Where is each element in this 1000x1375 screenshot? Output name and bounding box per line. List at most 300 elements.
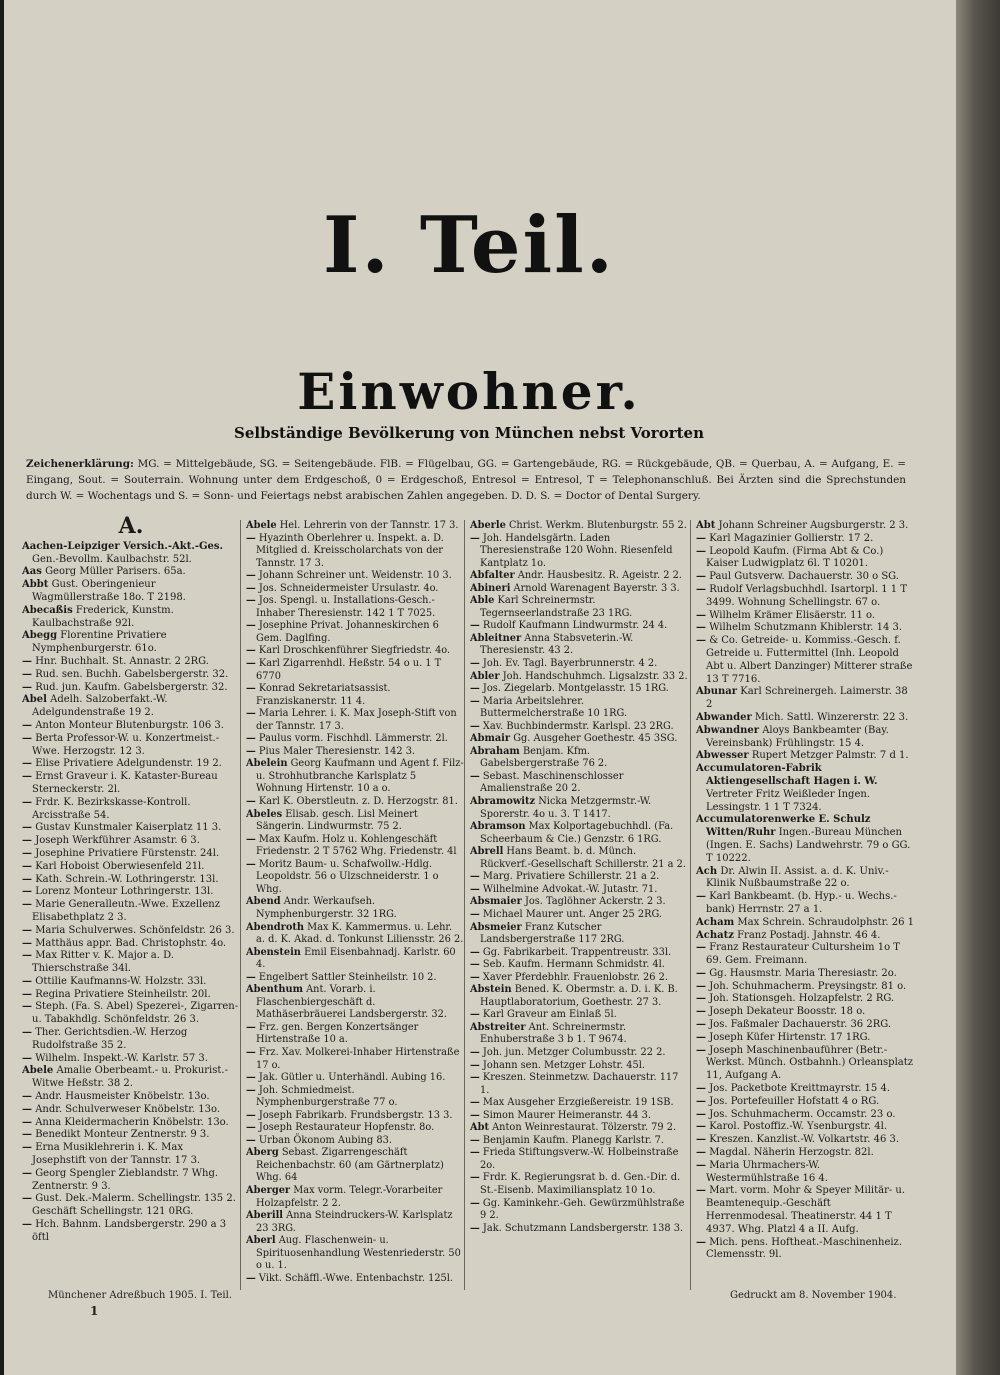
entry-surname: Abel (22, 694, 47, 706)
entry-details: Frdr. K. Regierungsrat b. d. Gen.-Dir. d. St.-Eisenb. Maximiliansplatz 10 1o. (480, 1172, 681, 1196)
entry-surname: — (470, 770, 480, 782)
entry-surname: — (696, 1019, 706, 1031)
directory-entry (22, 989, 240, 1002)
entry-surname: — (22, 758, 32, 770)
directory-entry (22, 656, 240, 669)
directory-entry (696, 571, 914, 584)
entry-surname: — (22, 655, 32, 667)
entry-surname: — (696, 583, 706, 595)
entry-surname: Aberg (246, 1147, 279, 1159)
entry-surname: — (470, 532, 480, 544)
entry-surname: — (246, 971, 256, 983)
column-divider (240, 520, 241, 1290)
entry-details: Rudolf Kaufmann Lindwurmstr. 24 4. (482, 620, 668, 632)
entry-details: Xaver Pferdebhlr. Frauenlobstr. 26 2. (482, 971, 668, 983)
entry-details: Frz. Xav. Molkerei-Inhaber Hirtenstraße 17 o. (256, 1046, 460, 1071)
entry-surname: Abenthum (246, 984, 303, 996)
entry-surname: — (470, 908, 480, 920)
directory-entry (696, 1019, 914, 1032)
entry-surname: Abstreiter (470, 1021, 526, 1033)
entry-surname: Abendroth (246, 921, 305, 933)
directory-entry (22, 886, 240, 899)
directory-entry (22, 1053, 240, 1066)
entry-details: Hyazinth Oberlehrer u. Inspekt. a. D. Mitglied d. Kreisscholarchats von der Tannstr. 17 3. (256, 532, 444, 569)
entry-surname: — (246, 1084, 256, 1096)
entry-surname: — (470, 683, 480, 695)
directory-entry (696, 1121, 914, 1134)
entry-surname: Acham (696, 916, 735, 928)
directory-entry (22, 1129, 240, 1142)
directory-entry (696, 622, 914, 635)
directory-entry (470, 871, 688, 884)
entry-surname: — (22, 899, 32, 911)
entry-surname: Abwandner (696, 724, 760, 736)
entry-details: Joseph Restaurateur Hopfenstr. 8o. (258, 1122, 435, 1134)
entry-details: Georg Müller Parisers. 65a. (45, 566, 186, 578)
entry-details: Frdr. K. Bezirkskasse-Kontroll. Arcisstraße 54. (32, 796, 191, 821)
directory-entry (22, 899, 240, 925)
entry-details: Joseph Werkführer Asamstr. 6 3. (35, 835, 200, 847)
directory-entry (696, 993, 914, 1006)
part-title: I. Teil. (323, 200, 615, 291)
directory-entry (22, 835, 240, 848)
entry-details: Mart. vorm. Mohr & Speyer Militär- u. Beamtenequip.-Geschäft Herrenmodesal. Theatinerstr. 44 1 T 4937. Whg. Platzl 4 a II. Aufg. (706, 1185, 906, 1235)
directory-entry (246, 859, 464, 897)
directory-entry (470, 1009, 688, 1022)
directory-entry (246, 796, 464, 809)
directory-entry (246, 570, 464, 583)
entry-details: & Co. Getreide- u. Kommiss.-Gesch. f. Getreide u. Futtermittel (Inh. Leopold Abt u. Albert Danzinger) Mitterer straße 13 T 7716. (706, 635, 913, 685)
entry-details: Karol. Postoffiz.-W. Ysenburgstr. 4l. (709, 1121, 888, 1133)
directory-entry (22, 669, 240, 682)
entry-details: Aloys Bankbeamter (Bay. Vereinsbank) Frühlingstr. 15 4. (706, 724, 889, 749)
entry-surname: — (22, 1167, 32, 1179)
entry-surname: — (696, 1159, 706, 1171)
entry-details: Anna Stabsveterin.-W. Theresienstr. 43 2. (480, 632, 634, 657)
entry-surname: Aachen-Leipziger Versich.-Akt.-Ges. (22, 540, 223, 552)
directory-entry (470, 821, 688, 846)
entry-surname: — (22, 1027, 32, 1039)
entry-surname: — (696, 1108, 706, 1120)
entry-details: Karl Bankbeamt. (b. Hyp.- u. Wechs.-bank) Herrnstr. 27 a 1. (706, 891, 897, 915)
entry-details: Paulus vorm. Fischhdl. Lämmerstr. 2l. (258, 733, 448, 745)
directory-entry (246, 620, 464, 645)
directory-entry (246, 1210, 464, 1235)
entry-surname: Aas (22, 566, 42, 578)
entry-details: Benjamin Kaufm. Planegg Karlstr. 7. (482, 1134, 665, 1146)
directory-entry (22, 861, 240, 874)
entry-details: Magdal. Näherin Herzogstr. 82l. (709, 1147, 874, 1159)
directory-entry (470, 959, 688, 972)
entry-surname: — (246, 645, 256, 657)
directory-column-3 (470, 520, 688, 1235)
directory-entry (470, 746, 688, 771)
entry-details: Gen.-Bevollm. Kaulbachstr. 52l. (32, 553, 192, 565)
entry-surname: — (246, 796, 256, 808)
directory-entry (22, 694, 240, 720)
entry-details: Simon Maurer Heimeranstr. 44 3. (482, 1109, 651, 1121)
entry-surname: — (22, 1091, 32, 1103)
directory-entry (22, 1065, 240, 1091)
entry-details: Hel. Lehrerin von der Tannstr. 17 3. (279, 520, 459, 531)
entry-surname: — (22, 822, 32, 834)
directory-column-1 (22, 513, 240, 1245)
entry-surname: Abt (470, 1122, 489, 1134)
directory-entry (246, 1072, 464, 1085)
entry-surname: — (246, 1046, 256, 1058)
entry-details: Gust. Dek.-Malerm. Schellingstr. 135 2. Geschäft Schellingstr. 121 0RG. (32, 1193, 236, 1218)
directory-entry (246, 1147, 464, 1185)
entry-surname: — (696, 891, 706, 903)
entry-details: Rud. jun. Kaufm. Gabelsbergerstr. 32. (35, 681, 228, 693)
entry-surname: — (246, 595, 256, 607)
entry-surname: — (22, 1116, 32, 1128)
entry-surname: Abraham (470, 745, 520, 757)
entry-surname: — (470, 1147, 480, 1159)
directory-entry (22, 1001, 240, 1027)
entry-details: Mich. Sattl. Winzererstr. 22 3. (754, 711, 909, 723)
directory-entry (696, 1006, 914, 1019)
entry-details: Anna Steindruckers-W. Karlsplatz 23 3RG. (256, 1210, 453, 1234)
entry-details: Josephine Privat. Johanneskirchen 6 Gem. Daglfing. (256, 620, 439, 644)
column-divider (464, 520, 465, 1290)
directory-entry (22, 1168, 240, 1194)
directory-entry (246, 1022, 464, 1047)
entry-surname: — (246, 708, 256, 720)
entry-details: Josephine Privatiere Fürstenstr. 24l. (35, 847, 220, 859)
entry-surname: Abelein (246, 758, 288, 770)
entry-surname: Achatz (696, 929, 734, 941)
entry-details: Paul Gutsverw. Dachauerstr. 30 o SG. (709, 571, 899, 583)
entry-surname: Abramson (470, 821, 526, 833)
entry-surname: — (470, 1197, 480, 1209)
directory-entry (470, 520, 688, 533)
directory-entry (22, 874, 240, 887)
entry-details: Joh. Handelsgärtn. Laden Theresienstraße 120 Wohn. Riesenfeld Kantplatz 1o. (480, 532, 673, 569)
entry-surname: Abler (470, 670, 500, 682)
entry-details: Mich. pens. Hoftheat.-Maschinenheiz. Clemensstr. 9l. (706, 1236, 903, 1261)
directory-entry (246, 896, 464, 921)
entry-surname: — (246, 570, 256, 582)
entry-surname: — (470, 720, 480, 732)
directory-entry (22, 1104, 240, 1117)
entry-surname: — (22, 1103, 32, 1115)
directory-entry (246, 834, 464, 859)
entry-surname: — (22, 681, 32, 693)
directory-entry (696, 1160, 914, 1186)
directory-entry (246, 1273, 464, 1286)
directory-entry (470, 1122, 688, 1135)
directory-entry (470, 570, 688, 583)
directory-entry (696, 942, 914, 968)
directory-entry (246, 972, 464, 985)
directory-entry (696, 1083, 914, 1096)
entry-surname: — (696, 1121, 706, 1133)
entry-surname: — (470, 1097, 480, 1109)
entry-surname: Absmaier (470, 896, 522, 908)
entry-details: Wilhelmine Advokat.-W. Jutastr. 71. (482, 883, 658, 895)
entry-surname: Abele (246, 520, 277, 531)
entry-surname: — (696, 571, 706, 583)
directory-entry (470, 884, 688, 897)
entry-details: Xav. Buchbindermstr. Karlspl. 23 2RG. (482, 720, 674, 732)
entry-surname: — (696, 609, 706, 621)
directory-entry (696, 725, 914, 751)
directory-entry (696, 917, 914, 930)
entry-details: Joseph Maschinenbauführer (Betr.-Werkst. Münch. Ostbahnh.) Orleansplatz 11, Aufgang A. (706, 1044, 914, 1082)
entry-details: Johann Schreiner unt. Weidenstr. 10 3. (258, 570, 452, 582)
entry-details: Maria Lehrer. i. K. Max Joseph-Stift von der Tannstr. 17 3. (256, 708, 457, 732)
entry-surname: — (470, 1109, 480, 1121)
directory-entry (22, 822, 240, 835)
entry-surname: — (470, 658, 480, 670)
directory-entry (470, 1110, 688, 1123)
entry-surname: Aberl (246, 1235, 276, 1247)
column-divider (690, 520, 691, 1290)
directory-entry (696, 866, 914, 892)
directory-entry (246, 733, 464, 746)
entry-surname: — (696, 1083, 706, 1095)
entry-surname: — (246, 683, 256, 695)
directory-entry (696, 610, 914, 623)
entry-details: Matthäus appr. Bad. Christophstr. 4o. (35, 937, 227, 949)
directory-entry (246, 922, 464, 947)
entry-details: Johann sen. Metzger Lohstr. 45l. (482, 1059, 646, 1071)
entry-details: Anna Kleidermacherin Knöbelstr. 13o. (35, 1116, 229, 1128)
entry-surname: — (246, 733, 256, 745)
entry-details: Amalie Oberbeamt.- u. Prokurist.-Witwe Heßstr. 38 2. (32, 1065, 228, 1090)
directory-entry (470, 1022, 688, 1047)
entry-details: Anton Weinrestaurat. Tölzerstr. 79 2. (492, 1122, 677, 1134)
entry-surname: — (246, 745, 256, 757)
entry-details: Maria Schulverwes. Schönfeldstr. 26 3. (35, 924, 235, 936)
entry-surname: Abramowitz (470, 796, 536, 808)
entry-surname: Abwander (696, 711, 752, 723)
entry-surname: — (22, 668, 32, 680)
entry-surname: — (470, 959, 480, 971)
directory-entry (470, 583, 688, 596)
directory-entry (246, 1110, 464, 1123)
entry-surname: — (22, 860, 32, 872)
directory-entry (696, 1045, 914, 1083)
entry-details: Pius Maler Theresienstr. 142 3. (258, 745, 416, 757)
book-binding-edge (956, 0, 1000, 1375)
entry-details: Anton Monteur Blutenburgstr. 106 3. (35, 719, 224, 731)
directory-entry (246, 1047, 464, 1072)
entry-surname: — (22, 1001, 32, 1013)
entry-surname: — (696, 1095, 706, 1107)
directory-column-2 (246, 520, 464, 1285)
entry-surname: — (246, 1134, 256, 1146)
entry-surname: Abwesser (696, 750, 749, 762)
directory-entry (246, 1122, 464, 1135)
entry-details: Adelh. Salzoberfakt.-W. Adelgundenstraße 19 2. (32, 694, 168, 719)
page-number: 1 (90, 1304, 99, 1318)
entry-details: Joh. Schuhmacherm. Preysingstr. 81 o. (709, 980, 907, 992)
directory-entry (22, 1027, 240, 1053)
entry-details: Karl Schreinermstr. Tegernseerlandstraße 23 1RG. (480, 595, 633, 619)
entry-surname: — (470, 1059, 480, 1071)
entry-surname: — (470, 883, 480, 895)
directory-entry (696, 1185, 914, 1236)
entry-surname: — (470, 1134, 480, 1146)
directory-entry (470, 1172, 688, 1197)
entry-details: Dr. Alwin II. Assist. a. d. K. Univ.-Klinik Nußbaumstraße 22 o. (706, 865, 889, 890)
entry-surname: — (22, 1142, 32, 1154)
directory-entry (470, 922, 688, 947)
directory-entry (696, 1237, 914, 1263)
directory-entry (470, 1147, 688, 1172)
entry-surname: — (696, 1006, 706, 1018)
entry-surname: — (246, 582, 256, 594)
entry-surname: — (470, 1222, 480, 1234)
entry-details: Andr. Hausmeister Knöbelstr. 13o. (35, 1091, 210, 1103)
legend (26, 456, 906, 504)
entry-details: Elisab. gesch. Lisl Meinert Sängerin. Lindwurmstr. 75 2. (256, 808, 418, 833)
entry-details: Marg. Privatiere Schillerstr. 21 a 2. (482, 871, 660, 883)
directory-entry (696, 750, 914, 763)
entry-surname: Ableitner (470, 632, 522, 644)
entry-details: Karl K. Oberstleutn. z. D. Herzogstr. 81. (258, 796, 458, 808)
directory-entry (470, 1198, 688, 1223)
entry-details: Christ. Werkm. Blutenburgstr. 55 2. (508, 520, 687, 531)
directory-entry (22, 925, 240, 938)
entry-details: Kath. Schrein.-W. Lothringerstr. 13l. (35, 873, 219, 885)
entry-details: Andr. Schulverweser Knöbelstr. 13o. (35, 1103, 221, 1115)
entry-details: Jos. Packetbote Kreittmayrstr. 15 4. (709, 1083, 890, 1095)
directory-entry (22, 566, 240, 579)
entry-details: Max K. Kammermus. u. Lehr. a. d. K. Akad. d. Tonkunst Liliensstr. 26 2. (256, 921, 464, 946)
entry-surname: — (22, 924, 32, 936)
entry-details: Maria Arbeitslehrer. Buttermelcherstraße 10 1RG. (480, 695, 628, 720)
entry-surname: — (246, 1122, 256, 1134)
entry-details: Jak. Schutzmann Landsbergerstr. 138 3. (482, 1222, 684, 1234)
entry-details: Moritz Baum- u. Schafwollw.-Hdlg. Leopoldstr. 56 o Ulzschneiderstr. 1 o Whg. (256, 858, 439, 895)
directory-entry (696, 1032, 914, 1045)
entry-surname: — (22, 950, 32, 962)
entry-surname: — (470, 871, 480, 883)
directory-entry (470, 1223, 688, 1236)
directory-entry (22, 579, 240, 605)
entry-surname: — (22, 1129, 32, 1141)
entry-details: Max Kolportagebuchhdl. (Fa. Scheerbaum & Cie.) Genzstr. 6 1RG. (480, 821, 674, 845)
entry-surname: Abstein (470, 984, 512, 996)
entry-details: Max Ausgeher Erzgießereistr. 19 1SB. (482, 1097, 674, 1109)
entry-details: Ernst Graveur i. K. Kataster-Bureau Sterneckerstr. 2l. (32, 771, 218, 795)
directory-entry (246, 758, 464, 796)
entry-details: Marie Generalleutn.-Wwe. Exzellenz Elisabethplatz 2 3. (32, 899, 220, 923)
directory-entry (22, 1117, 240, 1130)
directory-entry (246, 583, 464, 596)
entry-surname: Abecaßis (22, 604, 73, 616)
entry-details: Lorenz Monteur Lothringerstr. 13l. (35, 886, 214, 898)
entry-details: Franz Kutscher Landsbergerstraße 117 2RG. (480, 921, 625, 946)
entry-details: Frederick, Kunstm. Kaulbachstraße 92l. (32, 604, 174, 629)
entry-surname: Abenstein (246, 946, 301, 958)
entry-surname: — (22, 771, 32, 783)
entry-surname: — (246, 1072, 256, 1084)
entry-surname: — (22, 1193, 32, 1205)
entry-surname: — (246, 620, 256, 632)
print-date: Gedruckt am 8. November 1904. (730, 1290, 897, 1301)
entry-details: Andr. Werkaufseh. Nymphenburgerstr. 32 1RG. (256, 896, 397, 920)
entry-surname: — (696, 532, 706, 544)
directory-entry (696, 584, 914, 610)
directory-entry (22, 758, 240, 771)
entry-details: Georg Spengler Zieblandstr. 7 Whg. Zentnerstr. 9 3. (32, 1167, 219, 1192)
entry-surname: — (470, 620, 480, 632)
entry-details: Rudolf Verlagsbuchhdl. Isartorpl. 1 1 T 3499. Wohnung Schellingstr. 67 o. (706, 583, 907, 608)
entry-surname: Abunar (696, 686, 738, 698)
entry-surname: — (696, 980, 706, 992)
entry-surname: Abeles (246, 808, 283, 820)
entry-surname: — (696, 1044, 706, 1056)
entry-details: Bened. K. Obermstr. a. D. i. K. B. Hauptlaboratorium, Goethestr. 27 3. (480, 984, 678, 1008)
entry-details: Benjam. Kfm. Gabelsbergerstraße 76 2. (480, 745, 608, 770)
entry-details: Karl Schreinergeh. Laimerstr. 38 2 (706, 686, 908, 711)
entry-surname: — (22, 873, 32, 885)
directory-entry (246, 533, 464, 571)
directory-entry (22, 630, 240, 656)
entry-surname: — (22, 886, 32, 898)
entry-surname: — (22, 732, 32, 744)
entry-details: Regina Privatiere Steinheilstr. 20l. (35, 988, 211, 1000)
entry-details: Michael Maurer unt. Anger 25 2RG. (482, 908, 663, 920)
directory-column-4 (696, 520, 914, 1262)
directory-entry (696, 520, 914, 533)
entry-surname: — (470, 1172, 480, 1184)
entry-surname: — (246, 1109, 256, 1121)
entry-details: Karl Magazinier Gollierstr. 17 2. (709, 532, 874, 544)
entry-details: Konrad Sekretariatsassist. Franziskanerstr. 11 4. (256, 683, 391, 707)
directory-entry (470, 909, 688, 922)
entry-details: Gg. Fabrikarbeit. Trappentreustr. 33l. (482, 946, 672, 958)
entry-surname: — (696, 1185, 706, 1197)
directory-entry (470, 896, 688, 909)
entry-details: Franz Restaurateur Cultursheim 1o T 69. Gem. Freimann. (706, 942, 900, 967)
subtitle: Selbständige Bevölkerung von München nebst Vororten (234, 424, 704, 442)
entry-details: Ingen.-Bureau München (Ingen. E. Sachs) Landwehrstr. 79 o GG. T 10222. (706, 827, 911, 864)
entry-details: Max Kaufm. Holz u. Kohlengeschäft Friedenstr. 2 T 5762 Whg. Friedenstr. 4l (256, 833, 457, 858)
entry-details: Hch. Bahnm. Landsbergerstr. 290 a 3 öftl (32, 1219, 227, 1243)
entry-surname: — (22, 975, 32, 987)
directory-entry (470, 733, 688, 746)
entry-details: Seb. Kaufm. Hermann Schmidstr. 4l. (482, 959, 665, 971)
entry-details: Hans Beamt. b. d. Münch. Rückverf.-Gesellschaft Schillerstr. 21 a 2. (480, 846, 686, 870)
directory-entry (246, 1135, 464, 1148)
directory-entry (470, 658, 688, 671)
entry-surname: — (246, 833, 256, 845)
entry-details: Ant. Vorarb. i. Flaschenbiergeschäft d. Mathäserbräuerei Landsbergerstr. 32. (256, 984, 447, 1021)
entry-details: Max vorm. Telegr.-Vorarbeiter Holzapfelstr. 2 2. (256, 1184, 443, 1209)
entry-details: Wilhelm Schutzmann Khiblerstr. 14 3. (709, 622, 903, 634)
entry-details: Joh. Handschuhmch. Ligsalzstr. 33 2. (502, 670, 688, 682)
entry-details: Gust. Oberingenieur Wagmüllerstraße 18o. T 2198. (32, 579, 186, 603)
entry-surname: — (470, 971, 480, 983)
entry-surname: Ach (696, 865, 718, 877)
directory-entry (246, 947, 464, 972)
entry-surname: — (470, 946, 480, 958)
entry-surname: — (246, 658, 256, 670)
directory-entry (22, 976, 240, 989)
entry-details: Berta Professor-W. u. Konzertmeist.-Wwe. Herzogstr. 12 3. (32, 732, 220, 757)
entry-details: Karl Hoboist Oberwiesenfeld 21l. (35, 860, 205, 872)
entry-details: Karl Graveur am Einlaß 5l. (482, 1009, 617, 1021)
entry-details: Gg. Kaminkehr.-Geh. Gewürzmühlstraße 9 2. (480, 1197, 685, 1222)
entry-details: Sebast. Maschinenschlosser Amalienstraße 20 2. (480, 770, 624, 795)
entry-surname: — (246, 532, 256, 544)
directory-entry (470, 696, 688, 721)
